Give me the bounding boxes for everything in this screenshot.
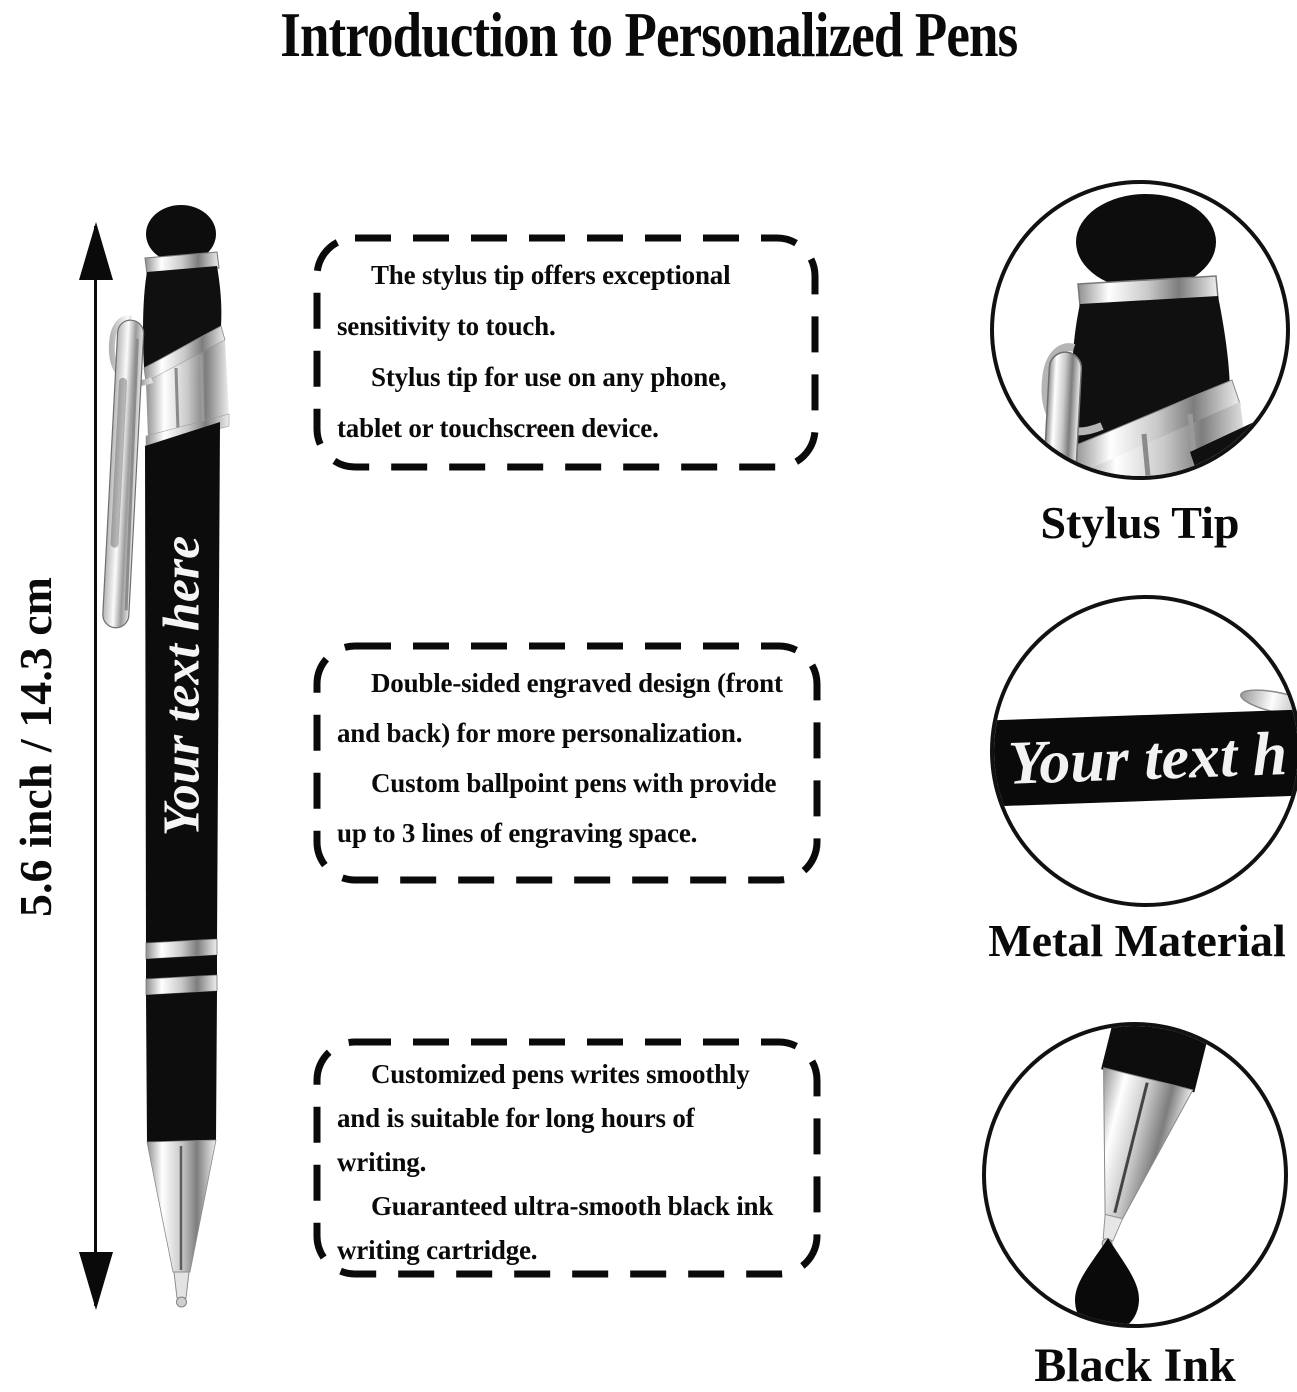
feature-label-stylus-tip: Stylus Tip [1040, 497, 1240, 548]
callout-line: The stylus tip offers exceptional [371, 260, 731, 290]
engraving-zoom-inset [990, 595, 1297, 907]
ink-drop [1075, 1238, 1139, 1324]
callout-line: up to 3 lines of engraving space. [337, 818, 698, 848]
page-title-text: Introduction to Personalized Pens [279, 0, 1018, 70]
stylus-tip-zoom-inset [990, 180, 1290, 480]
pen-engraving-text: Your text here [153, 535, 211, 837]
engraving-zoom-image [994, 599, 1297, 903]
callout-line: and back) for more personalization. [337, 718, 743, 748]
stylus-tip-zoom-image [994, 184, 1286, 476]
pen-image [100, 198, 320, 1316]
feature-label-black-ink: Black Ink [1034, 1339, 1236, 1392]
callout-line: Stylus tip for use on any phone, [371, 362, 727, 392]
dimension-label: 5.6 inch / 14.3 cm [10, 577, 61, 917]
callout-line: writing cartridge. [337, 1235, 538, 1265]
callout-box-engraving [313, 642, 821, 884]
feature-label-metal-material: Metal Material [988, 915, 1286, 966]
callout-line: and is suitable for long hours of [337, 1103, 695, 1133]
engraving-preview-text: Your text h [1006, 720, 1289, 798]
callout-box-stylus [313, 234, 819, 471]
callout-line: Custom ballpoint pens with provide [371, 768, 777, 798]
ballpoint-tip [177, 1297, 187, 1307]
pen-clip [102, 319, 144, 628]
page-title [0, 2, 1297, 68]
callout-line: tablet or touchscreen device. [337, 413, 659, 443]
callout-line: sensitivity to touch. [337, 311, 556, 341]
ink-zoom-image [986, 1026, 1284, 1324]
callout-line: Double-sided engraved design (front [371, 668, 783, 698]
callout-line: writing. [337, 1147, 427, 1177]
callout-line: Customized pens writes smoothly [371, 1059, 750, 1089]
callout-line: Guaranteed ultra-smooth black ink [371, 1191, 774, 1221]
callout-box-ink [313, 1038, 821, 1278]
ink-zoom-inset [982, 1022, 1288, 1328]
dimension-arrow-line [94, 226, 97, 1306]
